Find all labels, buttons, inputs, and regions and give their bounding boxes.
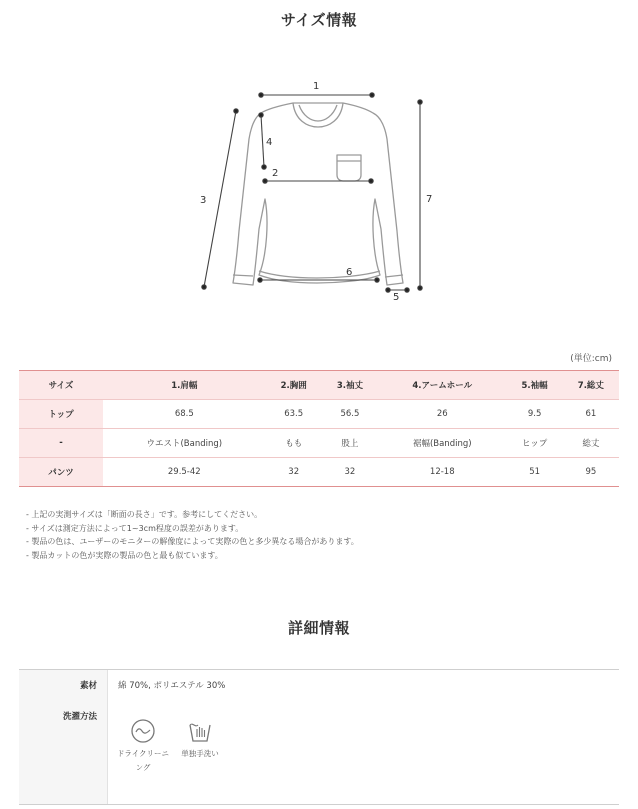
table-cell: 股上 bbox=[322, 429, 378, 458]
material-label: 素材 bbox=[79, 681, 97, 691]
dim-label-4: 4 bbox=[266, 137, 273, 148]
table-cell: 68.5 bbox=[103, 400, 266, 429]
table-cell: 63.5 bbox=[266, 400, 322, 429]
table-cell: 26 bbox=[378, 400, 506, 429]
table-row bbox=[19, 458, 619, 487]
material-value: 綿 70%, ポリエステル 30% bbox=[118, 681, 226, 691]
size-notes bbox=[26, 508, 359, 562]
table-cell: 56.5 bbox=[322, 400, 378, 429]
size-info-title: サイズ情報 bbox=[280, 11, 358, 29]
dry-clean-icon bbox=[129, 717, 157, 745]
header-cell: 3.袖丈 bbox=[322, 371, 378, 400]
care-item-label: ドライクリーニ ング bbox=[116, 749, 170, 772]
table-cell: 29.5-42 bbox=[103, 458, 266, 487]
detail-info-table bbox=[19, 669, 619, 805]
table-row bbox=[19, 400, 619, 429]
note-item: - 製品カットの色が実際の製品の色と最も似ています。 bbox=[26, 550, 223, 560]
care-item-hand-wash bbox=[171, 717, 229, 761]
shirt-outline bbox=[233, 103, 403, 285]
detail-label-column bbox=[19, 670, 108, 804]
table-cell: 32 bbox=[266, 458, 322, 487]
row-label: - bbox=[19, 429, 103, 458]
header-cell: 4.アームホール bbox=[378, 371, 506, 400]
size-table bbox=[19, 370, 619, 487]
row-label: パンツ bbox=[19, 458, 103, 487]
dim-label-6: 6 bbox=[346, 267, 353, 278]
garment-measurement-diagram bbox=[195, 75, 445, 310]
header-cell: サイズ bbox=[19, 371, 103, 400]
row-label: トップ bbox=[19, 400, 103, 429]
note-item: - 上記の実測サイズは「断面の長さ」です。参考にしてください。 bbox=[26, 510, 263, 519]
table-cell: 61 bbox=[563, 400, 619, 429]
table-row bbox=[19, 429, 619, 458]
dim-label-7: 7 bbox=[426, 194, 433, 205]
table-header-row bbox=[19, 371, 619, 400]
table-cell: 51 bbox=[506, 458, 562, 487]
neckline-rib bbox=[299, 105, 337, 121]
table-cell: ウエスト(Banding) bbox=[103, 429, 266, 458]
detail-info-title: 詳細情報 bbox=[287, 619, 350, 637]
neckline bbox=[293, 103, 343, 127]
care-label: 洗濯方法 bbox=[62, 712, 97, 722]
care-item-label: 単独手洗い bbox=[181, 749, 219, 758]
note-item: - 製品の色は、ユーザーのモニターの解像度によって実際の色と多少異なる場合があります。 bbox=[26, 537, 359, 546]
table-cell: 総丈 bbox=[563, 429, 619, 458]
dim-label-3: 3 bbox=[200, 195, 207, 206]
table-cell: 裾幅(Banding) bbox=[378, 429, 506, 458]
unit-note: (単位:cm) bbox=[570, 354, 612, 364]
care-item-dry-clean bbox=[114, 717, 172, 775]
table-cell: ヒップ bbox=[506, 429, 562, 458]
table-cell: 9.5 bbox=[506, 400, 562, 429]
table-cell: もも bbox=[266, 429, 322, 458]
table-cell: 12-18 bbox=[378, 458, 506, 487]
table-cell: 95 bbox=[563, 458, 619, 487]
header-cell: 1.肩幅 bbox=[103, 371, 266, 400]
chest-pocket bbox=[337, 155, 361, 181]
note-item: - サイズは測定方法によって1~3cm程度の誤差があります。 bbox=[26, 523, 244, 533]
dim-label-5: 5 bbox=[393, 292, 400, 303]
header-cell: 2.胸囲 bbox=[266, 371, 322, 400]
hand-wash-icon bbox=[186, 717, 214, 745]
header-cell: 5.袖幅 bbox=[506, 371, 562, 400]
dim-label-2: 2 bbox=[272, 168, 279, 179]
dim-label-1: 1 bbox=[313, 81, 320, 92]
header-cell: 7.総丈 bbox=[563, 371, 619, 400]
table-cell: 32 bbox=[322, 458, 378, 487]
